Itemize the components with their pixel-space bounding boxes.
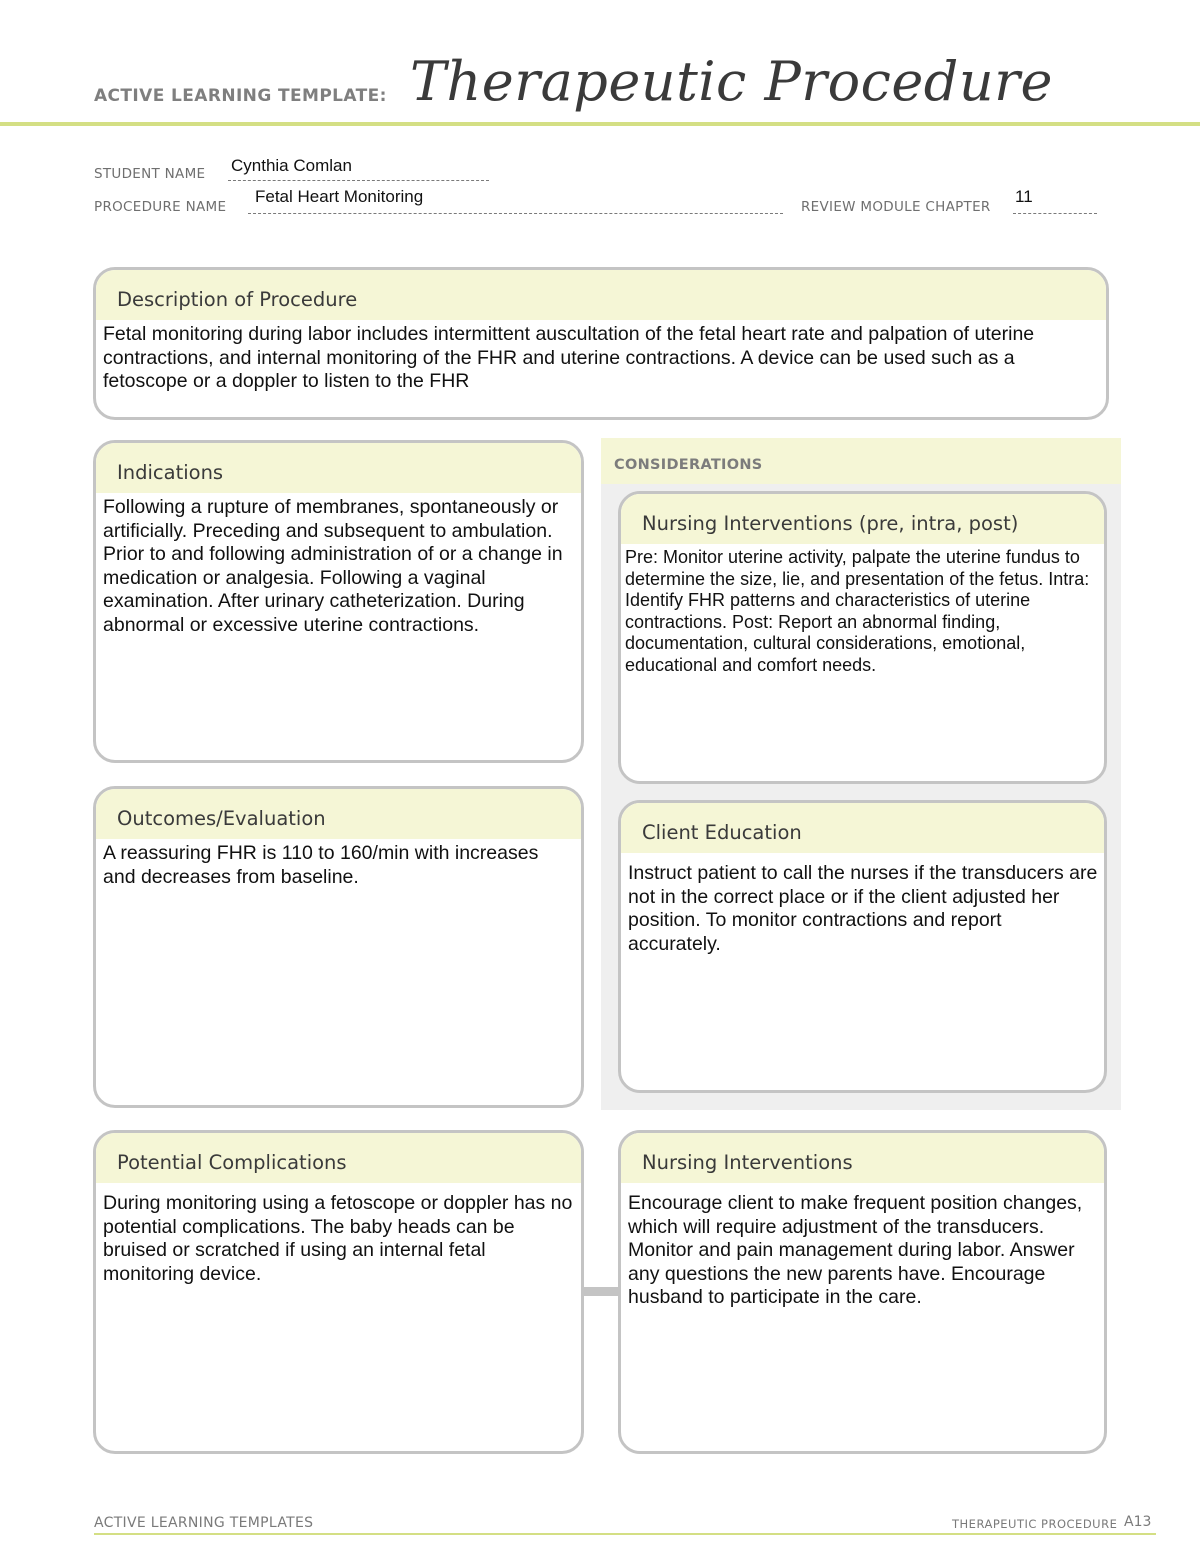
nursing-pre-intra-post-box [618, 491, 1107, 784]
procedure-name-label: PROCEDURE NAME [94, 199, 227, 215]
footer-page-number: A13 [1124, 1514, 1152, 1530]
header-divider [0, 122, 1200, 126]
description-text[interactable]: Fetal monitoring during labor includes intermittent auscultation of the fetal heart rate and palpation of uterine contractions, and internal monitoring of the FHR and uterine contractions. A device can be used such as a fetoscope or a doppler to listen to the FHR [103, 323, 1035, 393]
review-chapter-field[interactable]: 11 [1015, 187, 1033, 206]
client-education-box [618, 800, 1107, 1093]
outcomes-text[interactable]: A reassuring FHR is 110 to 160/min with increases and decreases from baseline. [103, 842, 539, 888]
indications-heading: Indications [96, 443, 581, 493]
footer-procedure-label: THERAPEUTIC PROCEDURE [952, 1517, 1118, 1531]
complications-heading: Potential Complications [96, 1133, 581, 1183]
complications-text[interactable]: During monitoring using a fetoscope or doppler has no potential complications. The baby heads can be bruised or scratched if using an internal fetal monitoring device. [103, 1192, 573, 1285]
footer-divider [94, 1533, 1156, 1535]
student-name-field[interactable]: Cynthia Comlan [231, 156, 352, 175]
indications-text[interactable]: Following a rupture of membranes, spontaneously or artificially. Preceding and subsequent to ambulation. Prior to and following administration of or a change in medication or analgesia. Following a vaginal examination. After urinary catheterization. During abnormal or excessive uterine contractions. [103, 496, 563, 636]
outcomes-box [93, 786, 584, 1108]
client-education-text[interactable]: Instruct patient to call the nurses if the transducers are not in the correct place or if the client adjusted her position. To monitor contractions and report accurately. [628, 862, 1098, 955]
indications-box [93, 440, 584, 763]
description-heading: Description of Procedure [96, 270, 1106, 320]
client-education-heading: Client Education [621, 803, 1104, 853]
outcomes-heading: Outcomes/Evaluation [96, 789, 581, 839]
review-chapter-label: REVIEW MODULE CHAPTER [801, 199, 991, 215]
nursing-interventions-box [618, 1130, 1107, 1454]
nursing-interventions-heading: Nursing Interventions [621, 1133, 1104, 1183]
review-chapter-line [1013, 213, 1097, 214]
complications-box [93, 1130, 584, 1454]
box-connector [583, 1287, 621, 1296]
nursing-pre-intra-post-heading: Nursing Interventions (pre, intra, post) [621, 494, 1104, 544]
template-label: ACTIVE LEARNING TEMPLATE: [94, 86, 387, 106]
procedure-name-line [248, 213, 783, 214]
nursing-interventions-text[interactable]: Encourage client to make frequent position changes, which will require adjustment of the transducers. Monitor and pain management during labor. Answer any questions the new parents have. Encourage husband to participate in the care. [628, 1192, 1083, 1309]
student-name-line [228, 180, 489, 181]
student-name-label: STUDENT NAME [94, 166, 206, 182]
nursing-pre-intra-post-text[interactable]: Pre: Monitor uterine activity, palpate the uterine fundus to determine the size, lie, and presentation of the fetus. Intra: Identify FHR patterns and characteristics of uterine contractions. Post: Report an abnormal finding, documentation, cultural considerations, emotional, educational and comfort needs. [625, 547, 1090, 675]
description-box [93, 267, 1109, 420]
procedure-name-field[interactable]: Fetal Heart Monitoring [255, 187, 424, 206]
considerations-label: CONSIDERATIONS [614, 457, 763, 473]
footer-templates-label: ACTIVE LEARNING TEMPLATES [94, 1515, 314, 1531]
page-title: Therapeutic Procedure [410, 50, 1053, 113]
